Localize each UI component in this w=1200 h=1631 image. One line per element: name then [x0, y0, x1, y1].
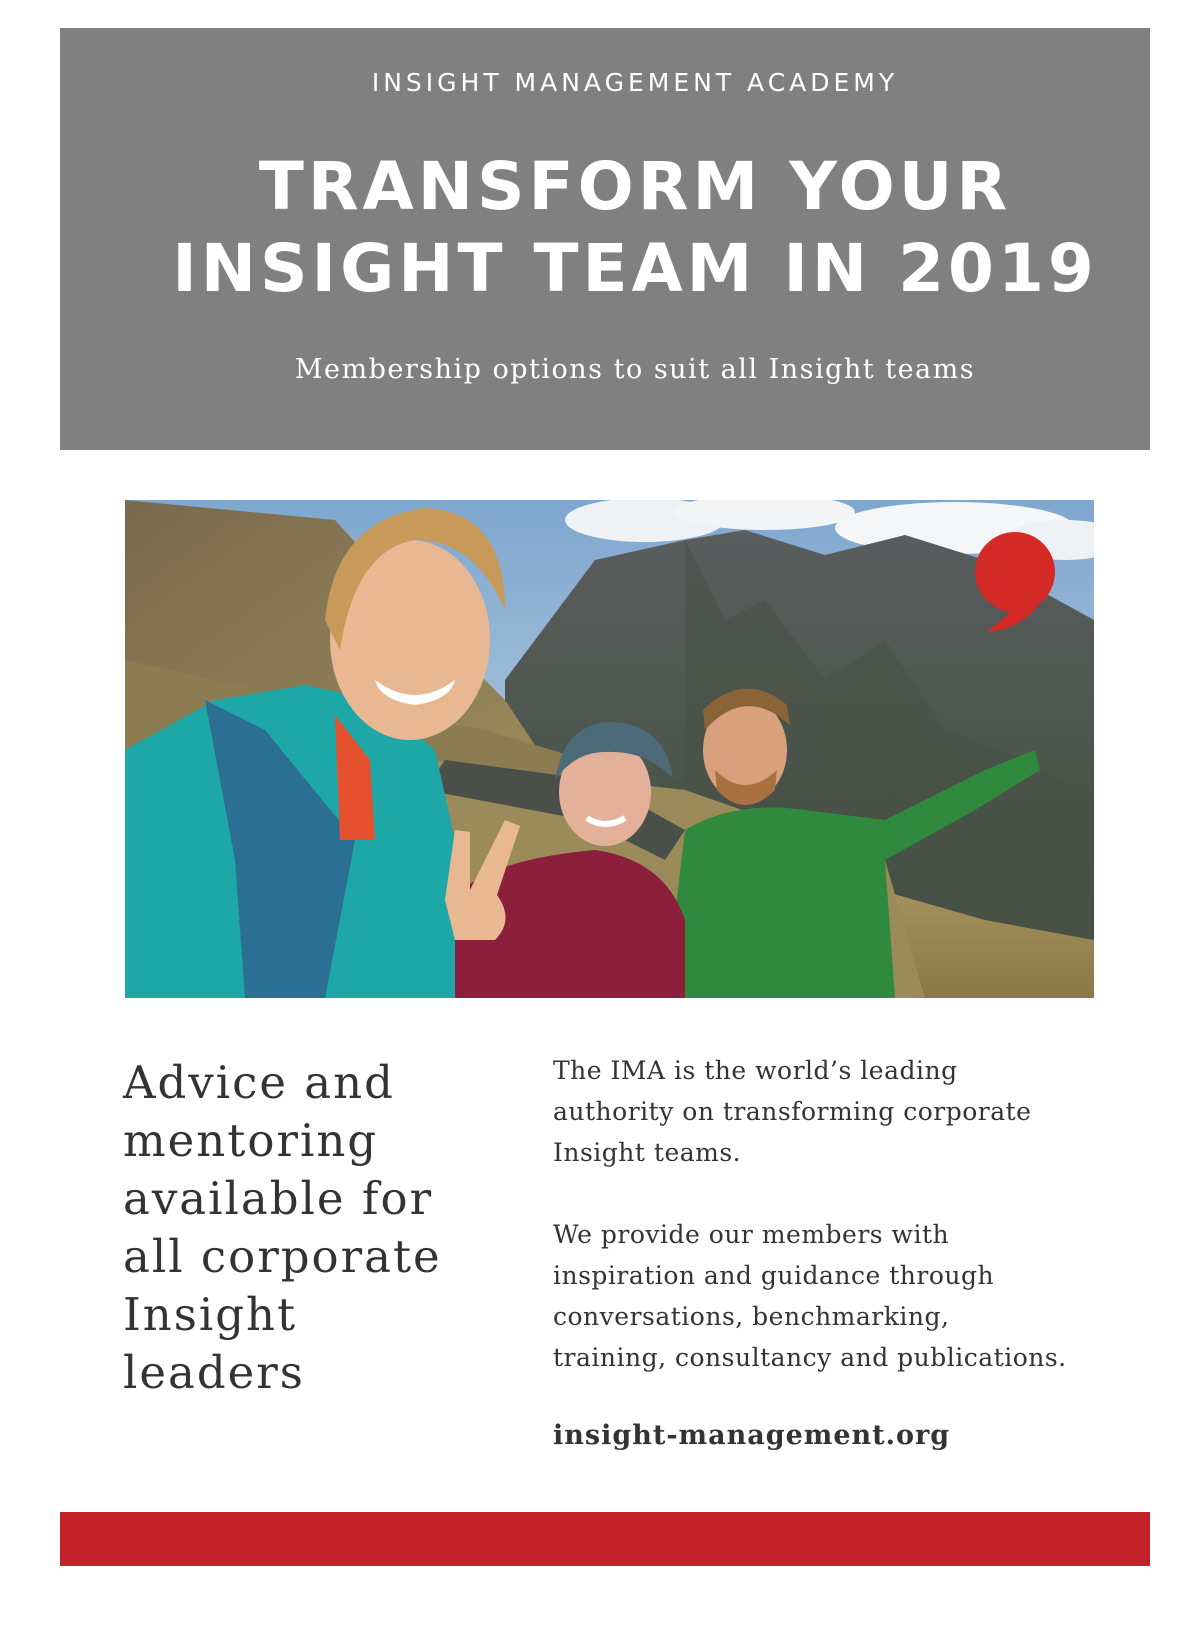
hero-photo: [125, 500, 1094, 998]
subhead: Membership options to suit all Insight teams: [294, 354, 976, 385]
footer-bar: [60, 1512, 1150, 1566]
body-line: conversations, benchmarking,: [553, 1302, 950, 1331]
body-line: Insight teams.: [553, 1138, 742, 1167]
tagline-line: Insight: [123, 1288, 298, 1341]
body-line: authority on transforming corporate: [553, 1097, 1032, 1126]
tagline: [123, 1054, 503, 1402]
tagline-line: Advice and: [123, 1056, 395, 1109]
body-line: We provide our members with: [553, 1220, 950, 1249]
org-name: INSIGHT MANAGEMENT ACADEMY: [371, 68, 899, 97]
headline-line-1: TRANSFORM YOUR: [258, 148, 1012, 225]
headline: [60, 146, 1200, 310]
tagline-line: all corporate: [123, 1230, 442, 1283]
paragraph-gap: [553, 1173, 1113, 1214]
body-text: [553, 1050, 1113, 1378]
body-line: training, consultancy and publications.: [553, 1343, 1067, 1372]
body-line: The IMA is the world’s leading: [553, 1056, 958, 1085]
tagline-line: leaders: [123, 1346, 305, 1399]
tagline-line: mentoring: [123, 1114, 379, 1167]
tagline-line: available for: [123, 1172, 434, 1225]
header-banner: [60, 28, 1150, 450]
body-line: inspiration and guidance through: [553, 1261, 995, 1290]
website-link[interactable]: insight-management.org: [553, 1420, 951, 1451]
headline-line-2: INSIGHT TEAM IN 2019: [172, 230, 1098, 307]
